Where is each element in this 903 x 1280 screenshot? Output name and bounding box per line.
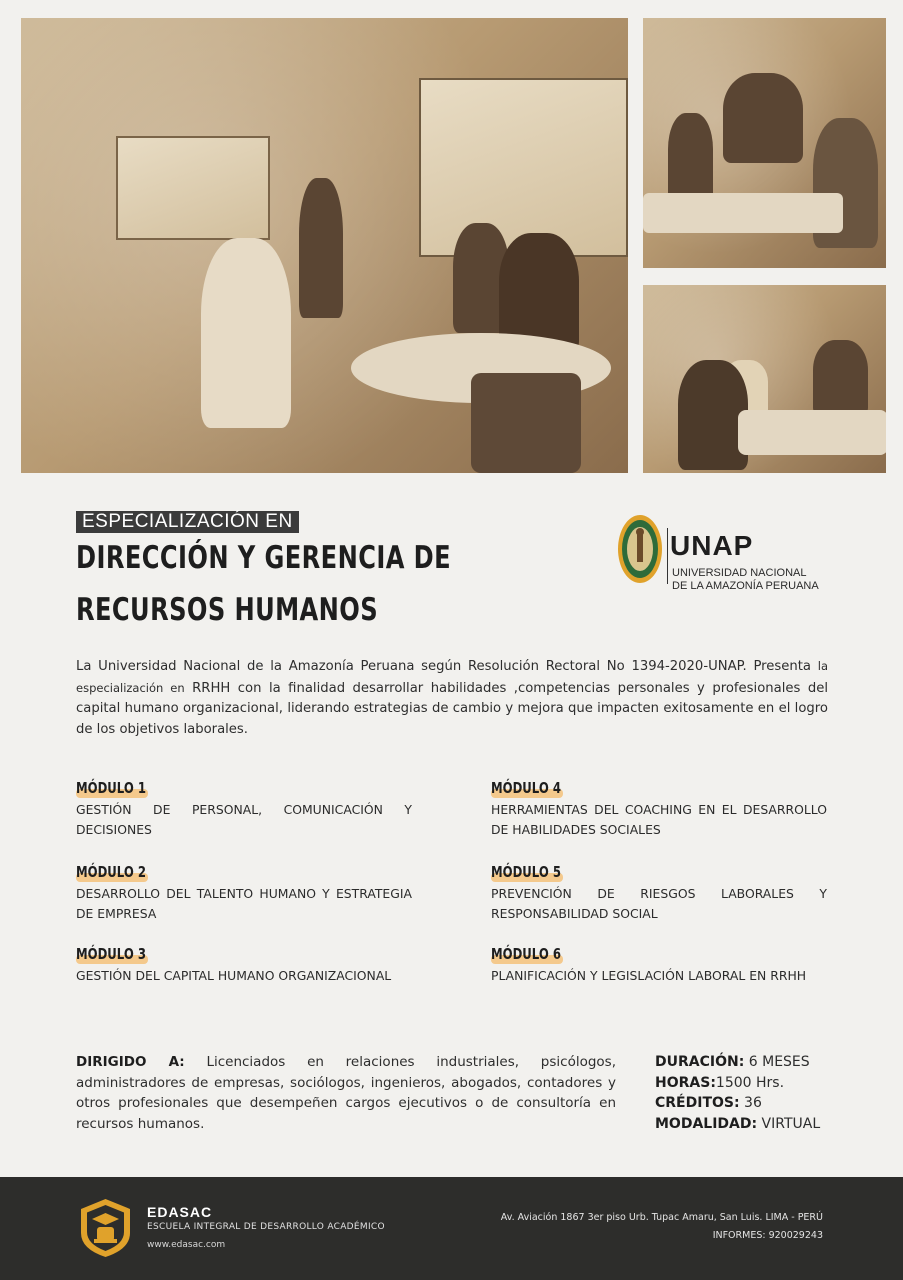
target-audience [76,1052,616,1134]
module-heading: MÓDULO 6 [491,945,562,963]
module-text: DESARROLLO DEL TALENTO HUMANO Y ESTRATEGIA DE EMPRESA [76,886,412,921]
module-text: PLANIFICACIÓN Y LEGISLACIÓN LABORAL EN RRHH [491,968,807,983]
intro-text-1: La Universidad Nacional de la Amazonía Peruana según Resolución Rectoral No 1394-2020-UNAP. Presenta [76,659,818,674]
footer-address: Av. Aviación 1867 3er piso Urb. Tupac Amaru, San Luis. LIMA - PERÚ [500,1212,823,1223]
meeting-photo-top-right [643,18,886,268]
module-3 [76,944,412,983]
footer-phone: INFORMES: 920029243 [712,1230,823,1241]
fact-label: DURACIÓN: [655,1054,745,1070]
university-acronym: UNAP [670,530,754,561]
university-name-line2: DE LA AMAZONÍA PERUANA [672,580,819,592]
university-name-line1: UNIVERSIDAD NACIONAL [672,567,807,579]
module-1 [76,778,412,837]
fact-hours [655,1073,820,1094]
edasac-subtitle: ESCUELA INTEGRAL DE DESARROLLO ACADÉMICO [147,1222,385,1232]
program-facts [655,1052,820,1134]
program-title-line1: DIRECCIÓN Y GERENCIA DE [76,540,452,576]
module-heading: MÓDULO 4 [491,779,562,797]
fact-value: 6 MESES [744,1054,810,1070]
fact-modality [655,1114,820,1135]
program-type-tag: ESPECIALIZACIÓN EN [76,511,299,533]
intro-text-2: la especialización en [76,659,828,695]
intro-paragraph [76,656,828,740]
module-text: HERRAMIENTAS DEL COACHING EN EL DESARROLLO DE HABILIDADES SOCIALES [491,802,827,837]
target-audience-label: DIRIGIDO A: [76,1054,185,1070]
module-heading: MÓDULO 5 [491,863,562,881]
program-title-line2: RECURSOS HUMANOS [76,592,379,628]
module-heading: MÓDULO 1 [76,779,147,797]
module-heading: MÓDULO 3 [76,945,147,963]
module-text: GESTIÓN DE PERSONAL, COMUNICACIÓN Y DECISIONES [76,802,412,837]
fact-label: CRÉDITOS: [655,1095,740,1111]
meeting-photo-bottom-right [643,285,886,473]
edasac-website-link[interactable]: www.edasac.com [147,1240,226,1250]
edasac-name: EDASAC [147,1204,213,1220]
logo-divider [667,528,668,584]
module-heading: MÓDULO 2 [76,863,147,881]
fact-label: MODALIDAD: [655,1115,758,1132]
university-full-name [672,567,872,593]
unap-seal-icon [617,514,663,584]
module-4 [491,778,827,837]
footer-bar [0,1177,903,1280]
fact-credits [655,1093,820,1114]
module-5 [491,862,827,921]
module-6 [491,944,827,983]
fact-label: HORAS: [655,1074,716,1091]
intro-text-3: RRHH con la finalidad desarrollar habilidades ,competencias personales y profesionales del capital humano organizacional, liderando estrategias de cambio y mejora que impacten exitosamente en el logro de los objetivos laborales. [76,680,828,737]
fact-value: VIRTUAL [757,1115,821,1132]
edasac-badge-icon [78,1197,133,1259]
target-audience-text: Licenciados en relaciones industriales, psicólogos, administradores de empresas, sociólogos, ingenieros, abogados, contadores y otros profesionales que desempeñen cargos ejecutivos o de consultoría en recursos humanos. [76,1054,617,1132]
fact-value: 36 [739,1095,762,1111]
fact-duration [655,1052,820,1073]
fact-value: 1500 Hrs. [715,1074,785,1091]
meeting-photo-main [21,18,628,473]
module-text: GESTIÓN DEL CAPITAL HUMANO ORGANIZACIONAL [76,968,392,983]
module-text: PREVENCIÓN DE RIESGOS LABORALES Y RESPONSABILIDAD SOCIAL [491,886,827,921]
module-2 [76,862,412,921]
